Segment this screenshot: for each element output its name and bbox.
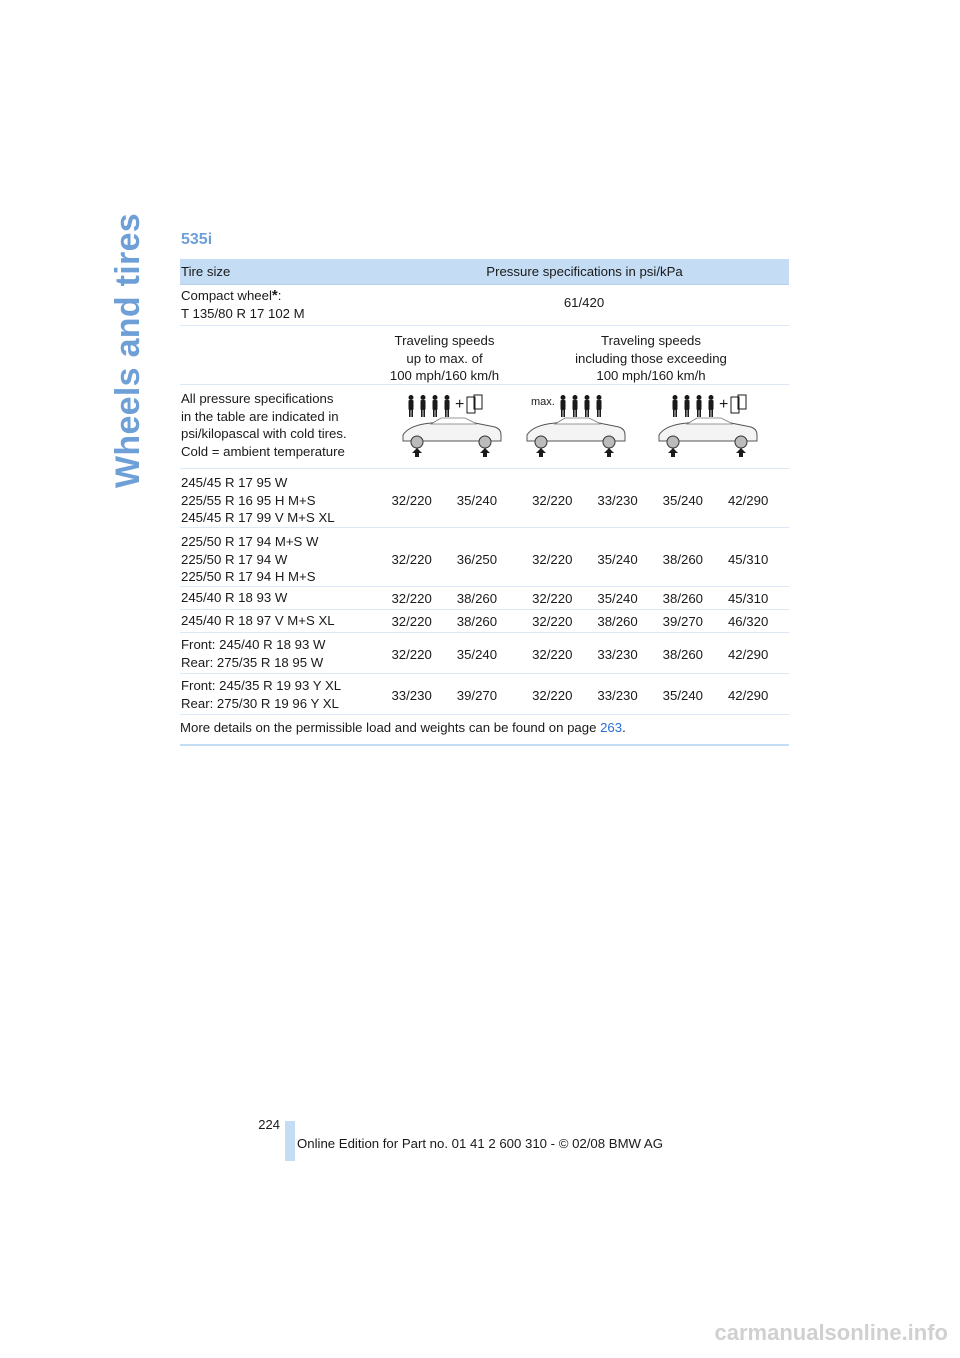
header-pressure: Pressure specifications in psi/kPa <box>486 263 683 279</box>
section-title <box>88 212 168 488</box>
load-max-people-icon <box>513 391 645 463</box>
table-row: 245/40 R 18 97 V M+S XL 32/220 38/260 32/220 38/260 39/270 46/320 <box>180 610 789 633</box>
watermark-logo: carmanualsonline.info <box>714 1320 948 1345</box>
optional-star: * <box>271 287 278 304</box>
speed-header-row <box>180 326 789 385</box>
header-tire-size: Tire size <box>181 263 231 279</box>
speed-high: Traveling speeds including those exceeding 100 mph/160 km/h <box>575 333 727 383</box>
compact-wheel-row <box>180 285 789 326</box>
load-two-people-plus-luggage-icon <box>379 391 509 463</box>
tire-pressure-table <box>180 259 789 746</box>
table-row: Front: 245/35 R 19 93 Y XL Rear: 275/30 R 19 96 Y XL 33/230 39/270 32/220 33/230 35/240 42/290 <box>180 674 789 715</box>
table-footer-note: More details on the permissible load and weights can be found on page 263. <box>180 715 789 746</box>
speed-low: Traveling speeds up to max. of 100 mph/160 km/h <box>389 333 500 383</box>
edition-footer: Online Edition for Part no. 01 41 2 600 310 - © 02/08 BMW AG <box>297 1136 663 1151</box>
table-row: 245/40 R 18 93 W 32/220 38/260 32/220 35/240 38/260 45/310 <box>180 587 789 610</box>
svg-text:+: + <box>455 396 465 413</box>
model-heading: 535i <box>181 231 213 248</box>
table-header <box>180 259 789 285</box>
edition-marker <box>285 1121 295 1161</box>
page-reference-link[interactable]: 263 <box>600 720 623 735</box>
load-condition-row <box>180 385 789 469</box>
compact-wheel-value: 61/420 <box>563 295 605 310</box>
table-row: 245/45 R 17 95 W 225/55 R 16 95 H M+S 245/45 R 17 99 V M+S XL 32/220 35/240 32/220 33/230 35/240 42/290 <box>180 469 789 528</box>
svg-text:+: + <box>719 396 729 413</box>
section-title-text: Wheels and tires <box>108 212 147 488</box>
svg-text:max.: max. <box>531 396 555 408</box>
compact-wheel-label: Compact wheel*: T 135/80 R 17 102 M <box>181 287 305 321</box>
pressure-note: All pressure specifications in the table are indicated in psi/kilopascal with cold tires. Cold = ambient temperature <box>181 391 347 459</box>
page-number: 224 <box>258 1117 280 1132</box>
table-row: 225/50 R 17 94 M+S W 225/50 R 17 94 W 225/50 R 17 94 H M+S 32/220 36/250 32/220 35/240 38/260 45/310 <box>180 528 789 587</box>
table-row: Front: 245/40 R 18 93 W Rear: 275/35 R 18 95 W 32/220 35/240 32/220 33/230 38/260 42/290 <box>180 633 789 674</box>
load-max-people-plus-luggage-icon <box>645 391 785 463</box>
